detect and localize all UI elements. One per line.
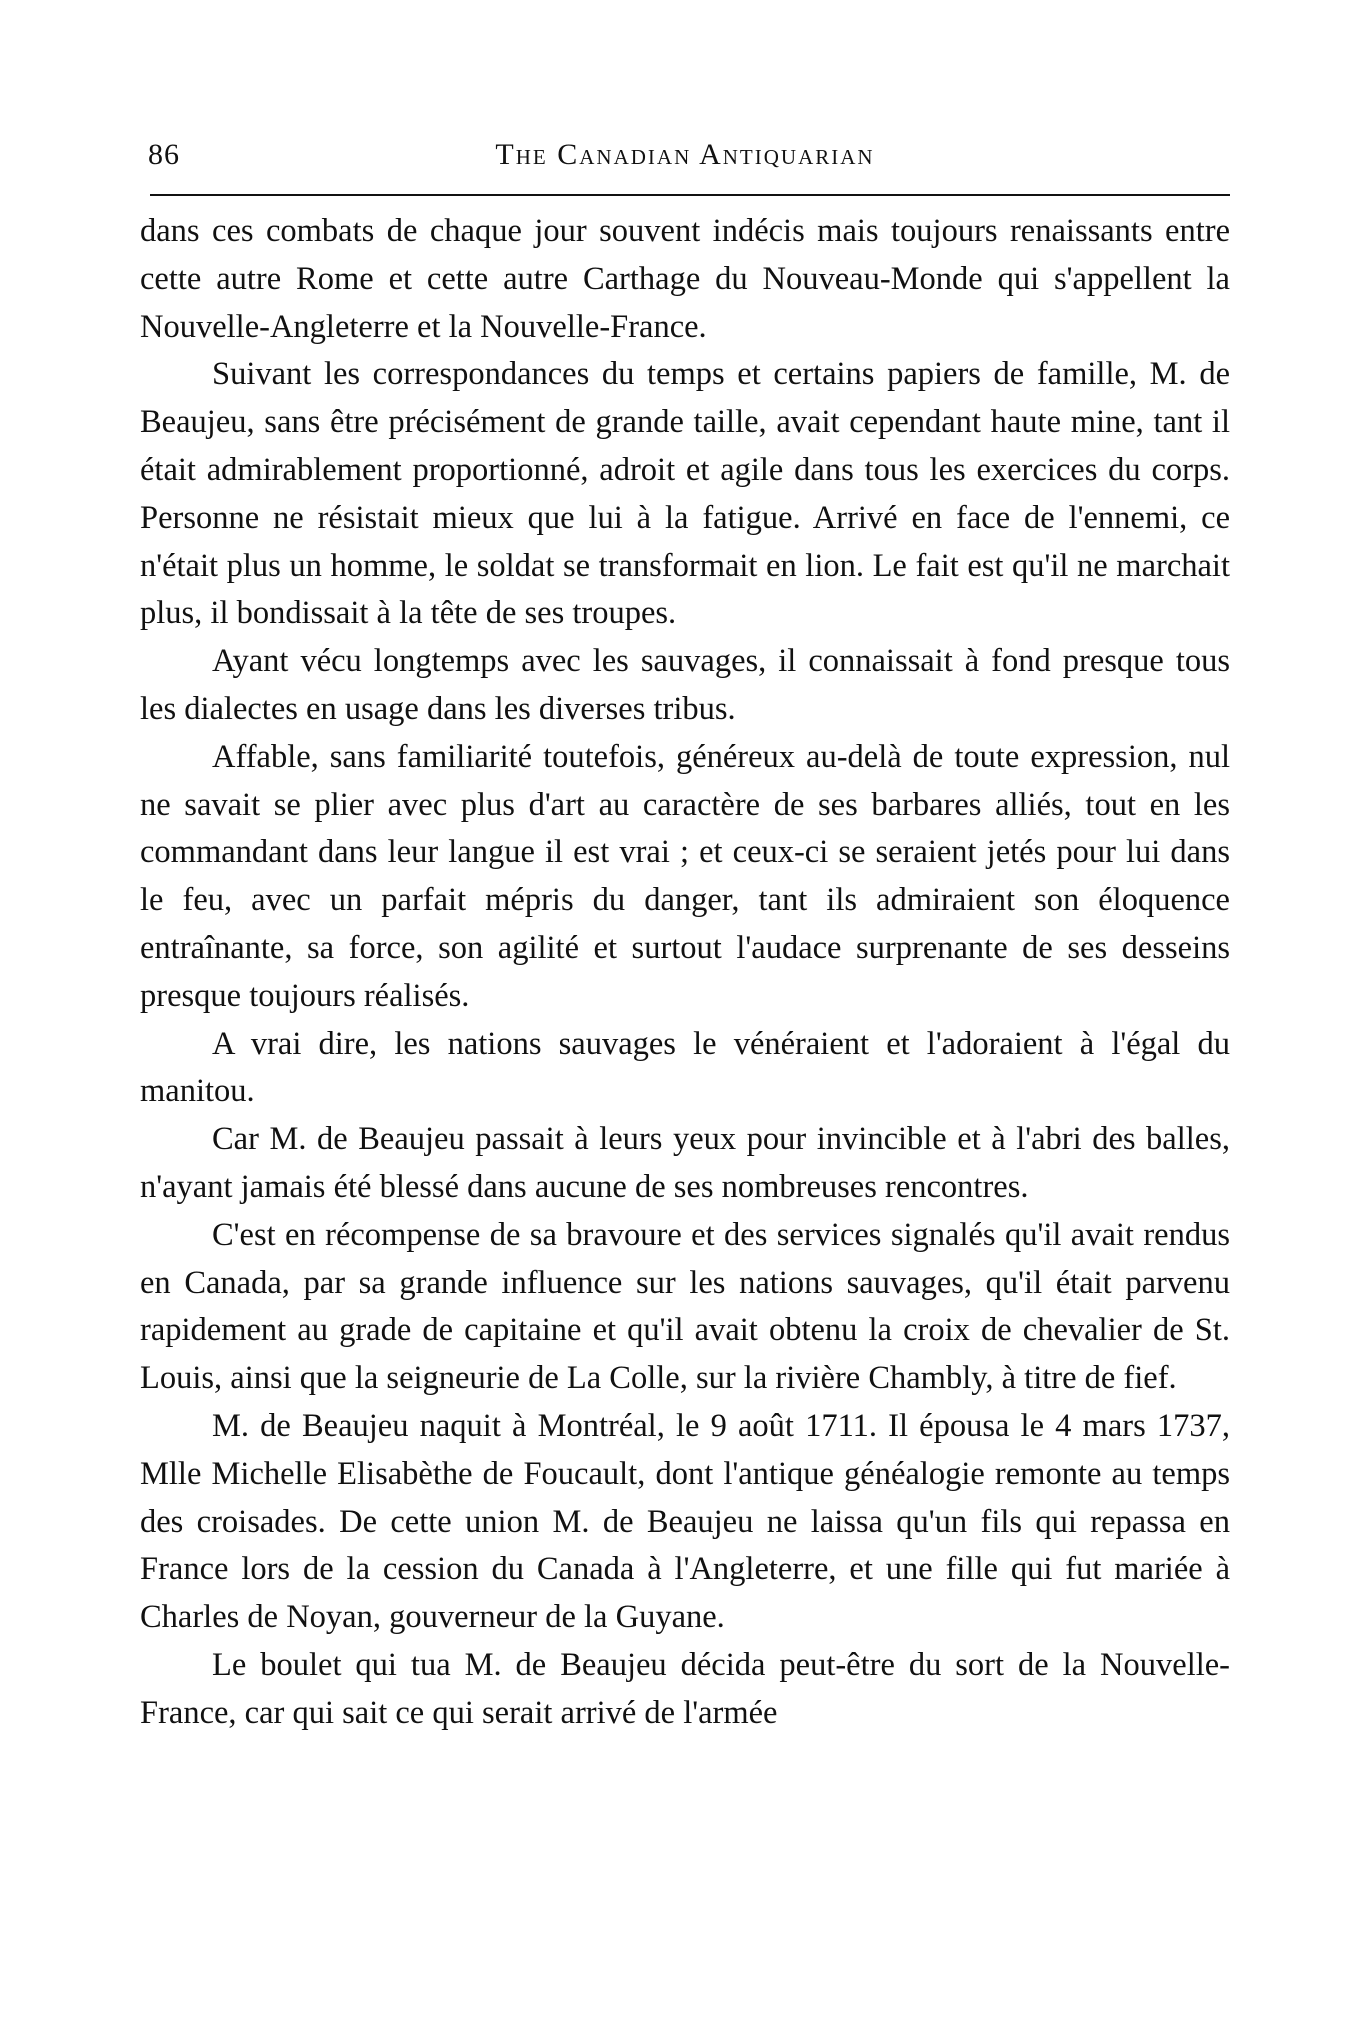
paragraph: M. de Beaujeu naquit à Montréal, le 9 août 1711. Il épousa le 4 mars 1737, Mlle Michelle Elisabèthe de Foucault, dont l'antique généalogie remonte au temps des croisades. De cette union M. de Beaujeu ne laissa qu'un fils qui repassa en France lors de la cession du Canada à l'Angleterre, et une fille qui fut mariée à Charles de Noyan, gouverneur de la Guyane. bbox=[140, 1407, 1230, 1636]
body-text bbox=[140, 208, 1230, 1738]
paragraph: A vrai dire, les nations sauvages le vénéraient et l'adoraient à l'égal du manitou. bbox=[140, 1025, 1230, 1110]
paragraph: Affable, sans familiarité toutefois, généreux au-delà de toute expression, nul ne savait se plier avec plus d'art au caractère de ses barbares alliés, tout en les commandant dans leur langue il est vrai ; et ceux-ci se seraient jetés pour lui dans le feu, avec un parfait mépris du danger, tant ils admiraient son éloquence entraînante, sa force, son agilité et surtout l'audace surprenante de ses desseins presque toujours réalisés. bbox=[140, 738, 1230, 1014]
header-rule bbox=[150, 194, 1230, 196]
paragraph: Le boulet qui tua M. de Beaujeu décida peut-être du sort de la Nouvelle-France, car qui sait ce qui serait arrivé de l'armée bbox=[140, 1646, 1230, 1731]
running-head bbox=[140, 120, 1230, 180]
paragraph: Suivant les correspondances du temps et certains papiers de famille, M. de Beaujeu, sans être précisément de grande taille, avait cependant haute mine, tant il était admirablement proportionné, adroit et agile dans tous les exercices du corps. Personne ne résistait mieux que lui à la fatigue. Arrivé en face de l'ennemi, ce n'était plus un homme, le soldat se transformait en lion. Le fait est qu'il ne marchait plus, il bondissait à la tête de ses troupes. bbox=[140, 356, 1230, 632]
paragraph: C'est en récompense de sa bravoure et des services signalés qu'il avait rendus en Canada, par sa grande influence sur les nations sauvages, qu'il était parvenu rapidement au grade de capitaine et qu'il avait obtenu la croix de chevalier de St. Louis, ainsi que la seigneurie de La Colle, sur la rivière Chambly, à titre de fief. bbox=[140, 1216, 1230, 1397]
paragraph: Car M. de Beaujeu passait à leurs yeux pour invincible et à l'abri des balles, n'ayant jamais été blessé dans aucune de ses nombreuses rencontres. bbox=[140, 1121, 1230, 1205]
page-number: 86 bbox=[148, 138, 180, 171]
book-page bbox=[140, 120, 1230, 1738]
paragraph: Ayant vécu longtemps avec les sauvages, il connaissait à fond presque tous les dialectes en usage dans les diverses tribus. bbox=[140, 643, 1230, 727]
running-title: The Canadian Antiquarian bbox=[495, 138, 875, 171]
paragraph-continuation: dans ces combats de chaque jour souvent indécis mais toujours renaissants entre cette autre Rome et cette autre Carthage du Nouveau-Monde qui s'appellent la Nouvelle-Angleterre et la Nouvelle-France. bbox=[140, 213, 1230, 345]
